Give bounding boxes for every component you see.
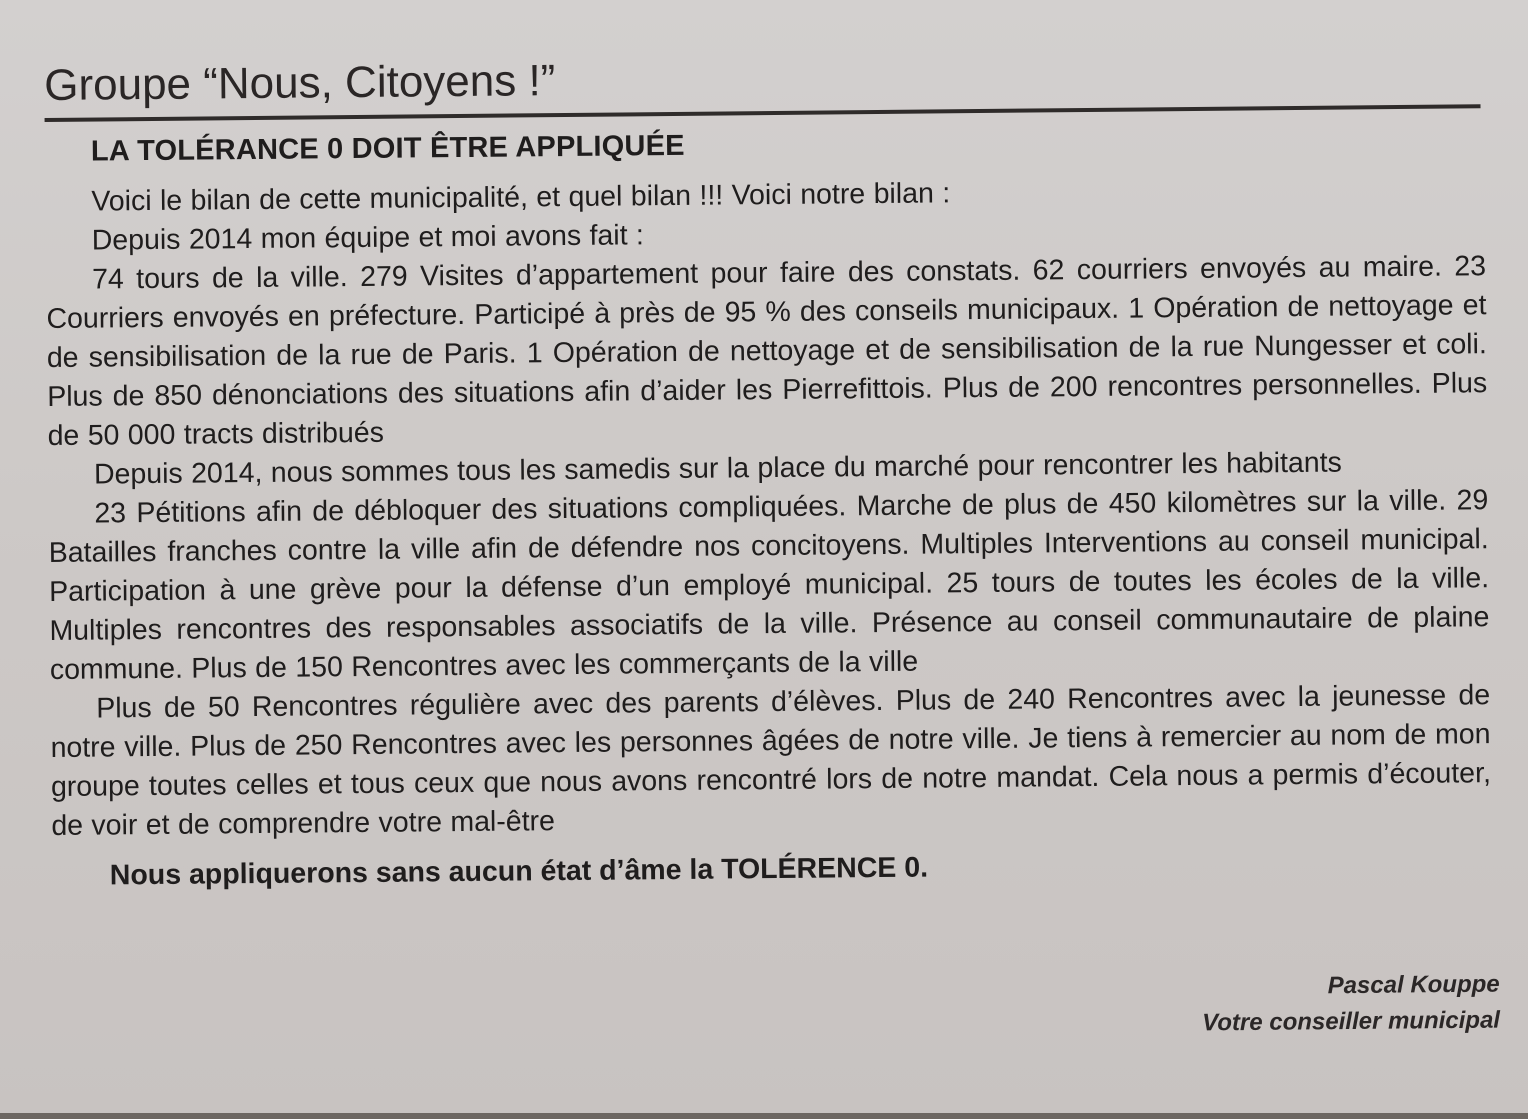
signature-block — [1202, 967, 1501, 1042]
paragraph-market: Depuis 2014, nous sommes tous les samedis sur la place du marché pour rencontrer les habitants — [93, 446, 1342, 491]
article — [44, 46, 1492, 893]
paragraph-petitions: 23 Pétitions afin de débloquer des situations compliquées. Marche de plus de 450 kilomètres sur la ville. 29 Batailles franches contre la ville afin de défendre nos concitoyens. Multiples Interventions au conseil municipal. Participation à une grève pour la défense d’un employé municipal. 25 tours de toutes les écoles de la ville. Multiples rencontres des responsables associatifs de la ville. Présence au conseil communautaire de plaine commune. Plus de 150 Rencontres avec les commerçants de la ville — [48, 484, 1490, 686]
paragraph-actions: 74 tours de la ville. 279 Visites d’appartement pour faire des constats. 62 courriers envoyés au maire. 23 Courriers envoyés en préfecture. Participé à près de 95 % des conseils municipaux. 1 Opération de nettoyage et de sensibilisation de la rue de Paris. 1 Opération de nettoyage et de sensibilisation de la rue Nungesser et coli. Plus de 850 dénonciations des situations afin d’aider les Pierrefittois. Plus de 200 rencontres personnelles. Plus de 50 000 tracts distribués — [46, 250, 1488, 452]
signature-name: Pascal Kouppe — [1327, 970, 1500, 1000]
closing-statement: Nous appliquerons sans aucun état d’âme la TOLÉRENCE 0. — [109, 851, 929, 892]
paragraph-intro: Voici le bilan de cette municipalité, et quel bilan !!! Voici notre bilan : — [91, 177, 951, 218]
paragraph-since-2014: Depuis 2014 mon équipe et moi avons fait : — [91, 219, 645, 257]
signature-role: Votre conseiller municipal — [1202, 1006, 1501, 1037]
page-bottom-edge — [0, 1113, 1528, 1119]
paragraph-meetings: Plus de 50 Rencontres régulière avec des parents d’élèves. Plus de 240 Rencontres avec la jeunesse de notre ville. Plus de 250 Rencontres avec les personnes âgées de notre ville. Je tiens à remercier au nom de mon groupe toutes celles et tous ceux que nous avons rencontré lors de notre mandat. Cela nous a permis d’écouter, de voir et de comprendre votre mal-être — [50, 679, 1492, 842]
group-title: Groupe “Nous, Citoyens !” — [44, 56, 556, 110]
article-headline: LA TOLÉRANCE 0 DOIT ÊTRE APPLIQUÉE — [90, 129, 685, 168]
